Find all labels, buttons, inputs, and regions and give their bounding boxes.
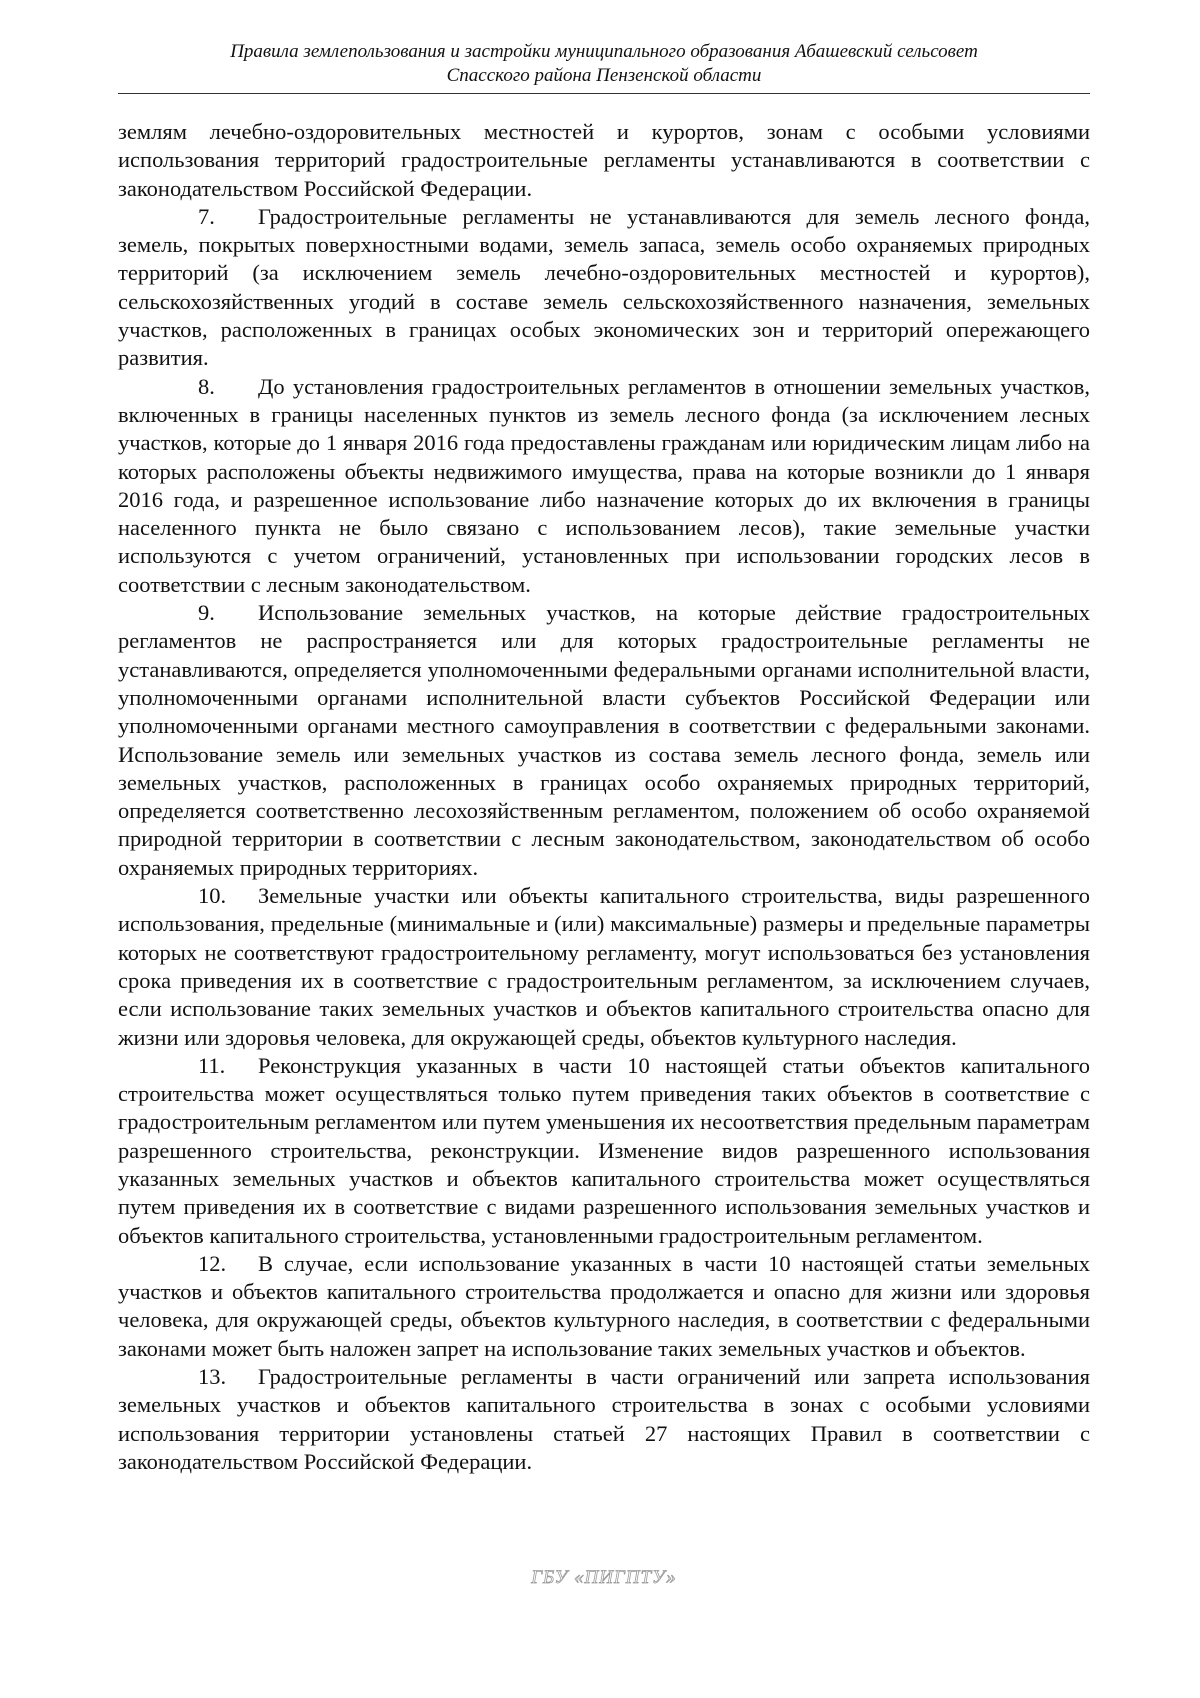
document-body <box>118 118 1090 1476</box>
paragraph-12 <box>118 1250 1090 1363</box>
paragraph-text: В случае, если использование указанных в части 10 настоящей статьи земельных участков и объектов капитального строительства продолжается и опасно для жизни или здоровья человека, для окружающей среды, объектов культурного наследия, в соответствии с федеральными законами может быть наложен запрет на использование таких земельных участков и объектов. <box>118 1250 1090 1361</box>
paragraph-number: 7. <box>198 203 215 229</box>
paragraph-7 <box>118 203 1090 373</box>
paragraph-13 <box>118 1363 1090 1476</box>
paragraph-number: 8. <box>198 373 215 399</box>
paragraph-text: Градостроительные регламенты не устанавливаются для земель лесного фонда, земель, покрытых поверхностными водами, земель запаса, земель особо охраняемых природных территорий (за исключением земель лечебно-оздоровительных местностей и курортов), сельскохозяйственных угодий в составе земель сельскохозяйственного назначения, земельных участков, расположенных в границах особых экономических зон и территорий опережающего развития. <box>118 203 1090 371</box>
paragraph-8 <box>118 373 1090 599</box>
paragraph-text: Градостроительные регламенты в части ограничений или запрета использования земельных участков и объектов капитального строительства в зонах с особыми условиями использования территории установлены статьей 27 настоящих Правил в соответствии с законодательством Российской Федерации. <box>118 1364 1090 1474</box>
header-line-2: Спасского района Пензенской области <box>446 65 762 86</box>
paragraph-text: До установления градостроительных регламентов в отношении земельных участков, включенных в границы населенных пунктов из земель лесного фонда (за исключением лесных участков, которые до 1 января 2016 года предоставлены гражданам или юридическим лицам либо на которых расположены объекты недвижимого имущества, права на которые возникли до 1 января 2016 года, и разрешенное использование либо назначение которых до их включения в границы населенного пункта не было связано с использованием лесов), такие земельные участки используются с учетом ограничений, установленных при использовании городских лесов в соответствии с лесным законодательством. <box>118 373 1090 597</box>
footer-organization: ГБУ «ПИГПТУ» <box>531 1567 677 1588</box>
paragraph-11 <box>118 1052 1090 1250</box>
header-line-1: Правила землепользования и застройки муниципального образования Абашевский сельсовет <box>230 41 978 62</box>
paragraph-text: Использование земельных участков, на которые действие градостроительных регламентов не распространяется или для которых градостроительные регламенты не устанавливаются, определяется уполномоченными федеральными органами исполнительной власти, уполномоченными органами исполнительной власти субъектов Российской Федерации или уполномоченными органами местного самоуправления в соответствии с федеральными законами. Использование земель или земельных участков из состава земель лесного фонда, земель или земельных участков, расположенных в границах особо охраняемых природных территорий, определяется соответственно лесохозяйственным регламентом, положением об особо охраняемой природной территории в соответствии с лесным законодательством, законодательством об особо охраняемых природных территориях. <box>118 600 1090 880</box>
paragraph-9 <box>118 599 1090 882</box>
paragraph-10 <box>118 882 1090 1052</box>
paragraph-number: 12. <box>198 1250 227 1276</box>
continuation-paragraph: землям лечебно-оздоровительных местностей и курортов, зонам с особыми условиями использования территорий градостроительные регламенты устанавливаются в соответствии с законодательством Российской Федерации. <box>118 119 1090 201</box>
running-header <box>118 40 1090 88</box>
paragraph-number: 9. <box>198 600 215 626</box>
paragraph-number: 11. <box>198 1052 226 1078</box>
header-divider <box>118 93 1090 94</box>
paragraph-number: 10. <box>198 883 227 909</box>
paragraph-text: Реконструкция указанных в части 10 настоящей статьи объектов капитального строительства может осуществляться только путем приведения таких объектов в соответствие с градостроительным регламентом или путем уменьшения их несоответствия предельным параметрам разрешенного строительства, реконструкции. Изменение видов разрешенного использования указанных земельных участков и объектов капитального строительства может осуществляться путем приведения их в соответствие с видами разрешенного использования земельных участков и объектов капитального строительства, установленными градостроительным регламентом. <box>118 1052 1090 1248</box>
paragraph-text: Земельные участки или объекты капитального строительства, виды разрешенного использования, предельные (минимальные и (или) максимальные) размеры и предельные параметры которых не соответствуют градостроительному регламенту, могут использоваться без установления срока приведения их в соответствие с градостроительным регламентом, за исключением случаев, если использование таких земельных участков и объектов капитального строительства опасно для жизни или здоровья человека, для окружающей среды, объектов культурного наследия. <box>118 883 1090 1050</box>
paragraph-number: 13. <box>198 1364 227 1390</box>
